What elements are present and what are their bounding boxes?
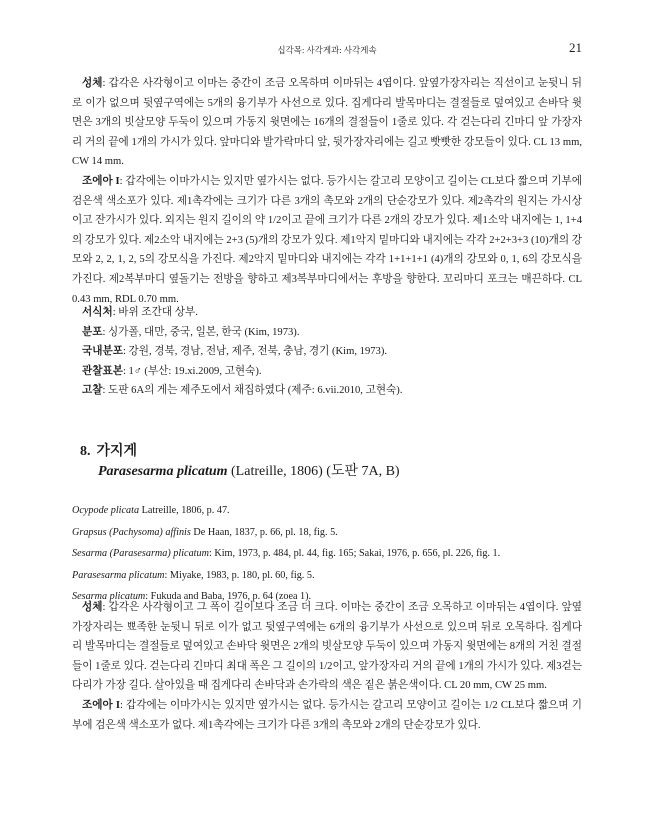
synonym-entry	[72, 565, 582, 587]
synonym-name: Ocypode plicata	[72, 505, 140, 516]
synonym-name: Sesarma (Parasesarma) plicatum	[72, 548, 209, 560]
page-number: 21	[569, 40, 582, 55]
synonym-citation: : Kim, 1973, p. 484, pl. 44, fig. 165; Sakai, 1976, p. 656, pl. 226, fig. 1.	[208, 548, 501, 560]
zoea-text: : 갑각에는 이마가시는 있지만 옆가시는 없다. 등가시는 갈고리 모양이고 길이는 1/2 CL보다 짧으며 기부에 검은색 색소포가 없다. 제1촉각에는 크기가 다른 3개의 촉모와 2개의 단순강모가 있다.	[72, 699, 582, 731]
synonym-list	[72, 500, 582, 608]
remark-text: : 도판 6A의 게는 제주도에서 채집하였다 (제주: 6.vii.2010, 고현숙).	[102, 385, 403, 397]
species-authority: (Latreille, 1806) (도판 7A, B)	[227, 464, 400, 479]
korea-distribution-label: 국내분포	[82, 346, 123, 358]
species1-info	[82, 303, 582, 401]
species2-description	[72, 598, 582, 735]
synonym-name: Sesarma plicatum	[72, 591, 146, 603]
species-scientific-line	[80, 462, 580, 482]
species-number: 8.	[80, 444, 91, 459]
synonym-citation: : Miyake, 1983, p. 180, pl. 60, fig. 5.	[164, 569, 315, 581]
running-header: 십각목: 사각게과: 사각게속	[277, 45, 377, 55]
species2-heading	[80, 442, 580, 482]
adult-label: 성체	[82, 602, 103, 613]
adult-label: 성체	[82, 78, 103, 89]
synonym-citation: De Haan, 1837, p. 66, pl. 18, fig. 5.	[190, 526, 338, 538]
synonym-entry	[72, 500, 582, 522]
synonym-citation: Latreille, 1806, p. 47.	[139, 505, 230, 516]
zoea-label: 조에아 I	[82, 175, 120, 187]
distribution-label: 분포	[82, 326, 103, 338]
habitat-line	[82, 303, 582, 323]
zoea-label: 조에아 I	[82, 699, 120, 711]
species-title	[80, 442, 580, 462]
korea-distribution-text: : 강원, 경북, 경남, 전남, 제주, 전북, 충남, 경기 (Kim, 1973).	[122, 346, 388, 358]
synonym-citation: : Fukuda and Baba, 1976, p. 64 (zoea 1).	[145, 591, 312, 603]
remark-label: 고찰	[82, 385, 103, 397]
distribution-text: : 싱가폴, 대만, 중국, 일본, 한국 (Kim, 1973).	[102, 326, 300, 338]
species-korean-name: 가지게	[96, 444, 138, 459]
synonym-name: Grapsus (Pachysoma) affinis	[72, 526, 191, 538]
zoea-paragraph	[72, 696, 582, 735]
synonym-entry	[72, 543, 582, 565]
remark-line	[82, 381, 582, 401]
habitat-label: 서식처	[82, 307, 113, 318]
adult-paragraph	[72, 598, 582, 696]
habitat-text: : 바위 조간대 상부.	[112, 307, 198, 318]
specimen-label: 관찰표본	[82, 365, 123, 377]
synonym-name: Parasesarma plicatum	[72, 569, 165, 581]
adult-text: : 갑각은 사각형이고 그 폭이 길이보다 조금 더 크다. 이마는 중간이 조금 오목하고 이마뒤는 4엽이다. 앞옆가장자리는 뾰족한 눈뒷니 뒤로 이가 없고 뒷옆구역에는 6개의 융기부가 사선으로 있으며 뒤로 오목하다. 집게다리 발목마디는 결절들로 덮여있고 손바닥 윗면은 2개의 빗살모양 두둑이 있으며 가동지 윗면에는 8개의 거친 결절들이 1줄로 있다. 걷는다리 긴마디 최대 폭은 그 길이의 1/2이고, 앞가장자리 거의 끝에 1개의 가시가 있다. 제3걷는다리가 가장 길다. 살아있을 때 집게다리 손바닥과 손가락의 색은 짙은 붉은색이다. CL 20 mm, CW 25 mm.	[72, 602, 582, 692]
zoea-text: : 갑각에는 이마가시는 있지만 옆가시는 없다. 등가시는 갈고리 모양이고 길이는 CL보다 짧으며 기부에 검은색 색소포가 있다. 제1촉각에는 크기가 다른 3개의 촉모와 2개의 단순강모가 있다. 제2촉각의 원지는 가시상이고 잔가시가 있다. 외지는 원지 길이의 약 1/2이고 끝에 크기가 다른 2개의 강모가 있다. 제1소악 내지에는 1, 1+4의 강모가 있다. 제2소악 내지에는 2+3 (5)개의 강모가 있다. 제1악지 밑마디와 내지에는 각각 2+2+3+3 (10)개의 강모와 2, 2, 1, 2, 5의 강모식을 가진다. 제2악지 밑마디와 내지에는 각각 1+1+1+1 (4)개의 강모와 0, 1, 6의 강모식을 가진다. 제2복부마디 옆돌기는 전방을 향하고 제3복부마디에서는 후방을 향한다. 꼬리마디 포크는 매끈하다. CL 0.43 mm, RDL 0.70 mm.	[72, 175, 582, 305]
scientific-name: Parasesarma plicatum	[98, 464, 228, 479]
zoea-paragraph	[72, 172, 582, 309]
synonym-entry	[72, 522, 582, 544]
distribution-line	[82, 323, 582, 343]
adult-paragraph	[72, 74, 582, 172]
adult-text: : 갑각은 사각형이고 이마는 중간이 조금 오목하며 이마뒤는 4엽이다. 앞옆가장자리는 직선이고 눈뒷니 뒤로 이가 없으며 뒷옆구역에는 5개의 융기부가 사선으로 있다. 집게다리 발목마디는 결절들로 덮여있고 손바닥 윗면은 3개의 빗살모양 두둑이 있으며 가동지 윗면에는 16개의 결절들이 1줄로 있다. 각 걷는다리 긴마디 앞 가장자리 거의 끝에 1개의 가시가 있다. 앞마디와 발가락마디 앞, 뒷가장자리에는 길고 빳빳한 강모들이 있다. CL 13 mm, CW 14 mm.	[72, 78, 582, 168]
korea-distribution-line	[82, 342, 582, 362]
species1-description	[72, 74, 582, 309]
specimen-line	[82, 362, 582, 382]
specimen-text: : 1♂ (부산: 19.xi.2009, 고현숙).	[122, 365, 262, 377]
